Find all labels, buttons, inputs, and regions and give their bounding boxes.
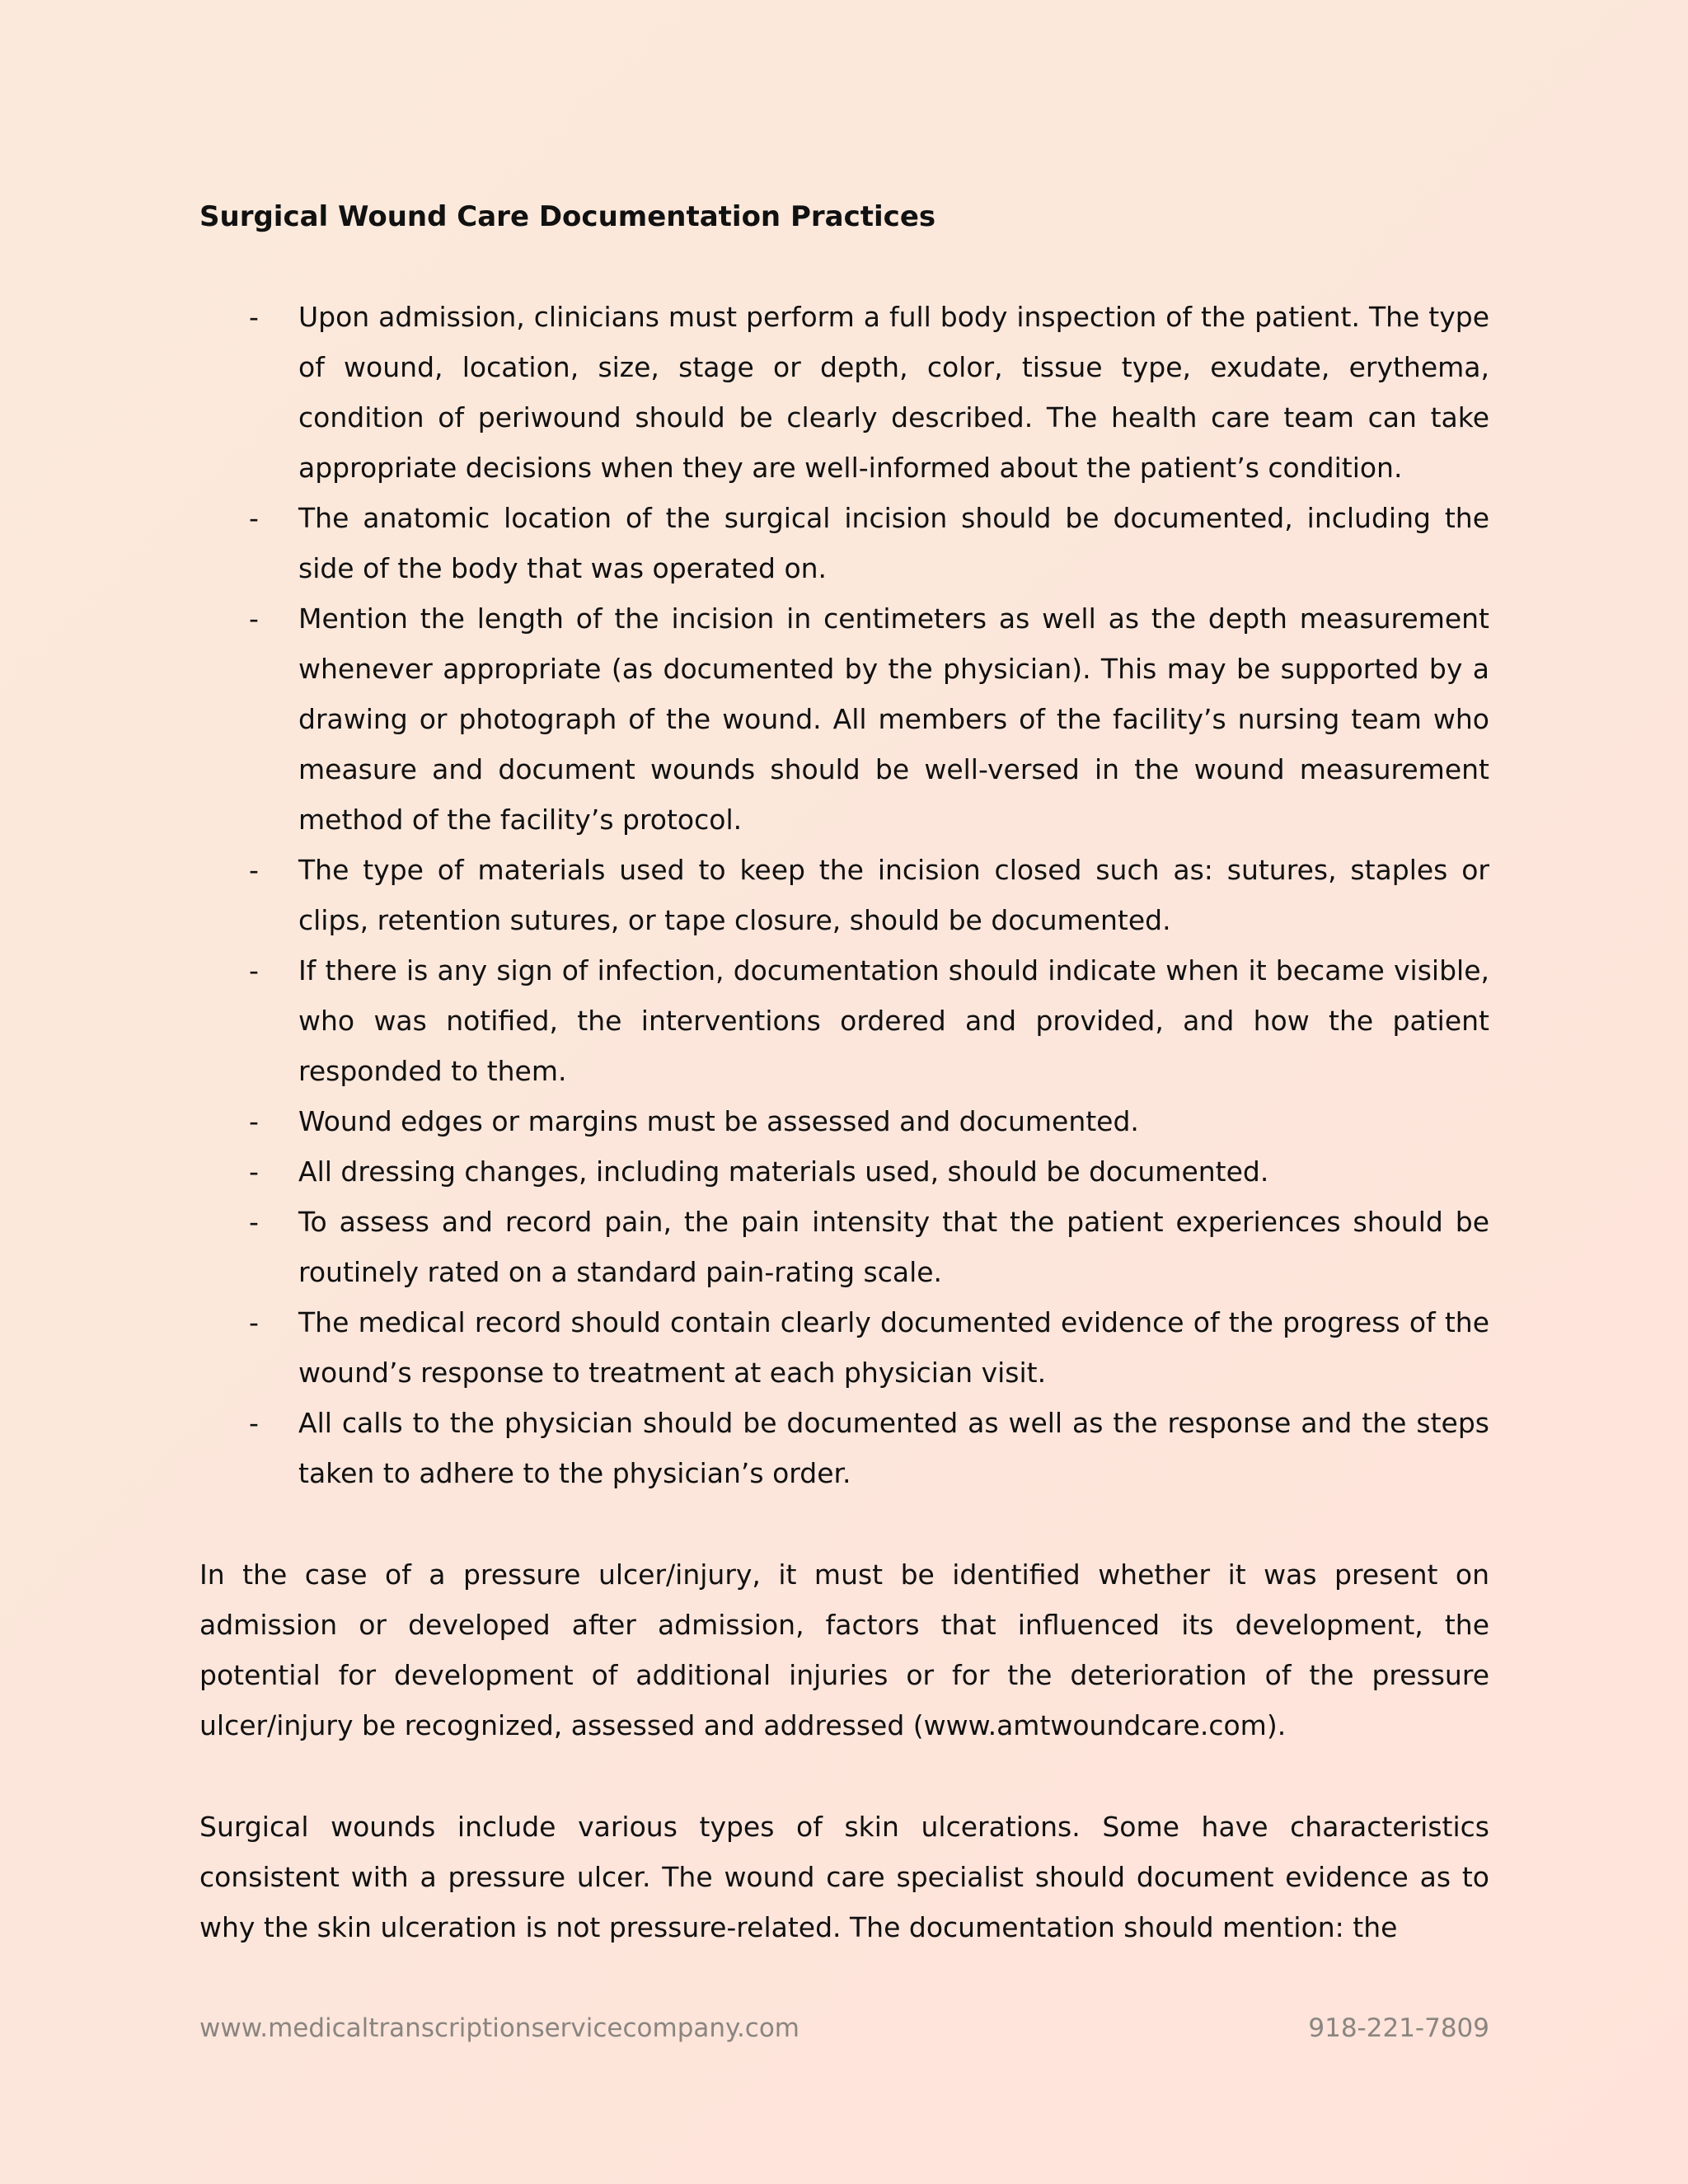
bullet-text: All calls to the physician should be documented as well as the response and the steps taken to adhere to the physician’s order. <box>298 1407 1489 1489</box>
body-paragraph-surgical-wounds: Surgical wounds include various types of skin ulcerations. Some have characteristics consistent with a pressure ulcer. The wound care specialist should document evidence as to why the skin ulceration is not pressure-related. The documentation should mention: the <box>199 1811 1489 1943</box>
bullet-marker: - <box>249 1155 259 1188</box>
bullet-text: The type of materials used to keep the incision closed such as: sutures, staples or clips, retention sutures, or tape closure, should be documented. <box>298 854 1489 936</box>
bullet-marker: - <box>249 854 259 886</box>
bullet-text: If there is any sign of infection, documentation should indicate when it became visible, who was notified, the interventions ordered and provided, and how the patient responded to them. <box>298 954 1489 1087</box>
bullet-marker: - <box>249 1206 259 1238</box>
bullet-item <box>199 493 1489 593</box>
bullet-marker: - <box>249 502 259 534</box>
bullet-marker: - <box>249 954 259 987</box>
bullet-marker: - <box>249 1306 259 1338</box>
bullet-item <box>199 1297 1489 1398</box>
bullet-item <box>199 845 1489 945</box>
bullet-marker: - <box>249 301 259 333</box>
document-page <box>199 0 1489 2184</box>
bullet-item <box>199 945 1489 1096</box>
bullet-item <box>199 1197 1489 1297</box>
bullet-text: The anatomic location of the surgical incision should be documented, including the side of the body that was operated on. <box>298 502 1489 584</box>
bullet-text: The medical record should contain clearly documented evidence of the progress of the wound’s response to treatment at each physician visit. <box>298 1306 1489 1389</box>
bullet-item <box>199 292 1489 493</box>
bullet-text: Mention the length of the incision in centimeters as well as the depth measurement whenever appropriate (as documented by the physician). This may be supported by a drawing or photograph of the wound. All members of the facility’s nursing team who measure and document wounds should be well-versed in the wound measurement method of the facility’s protocol. <box>298 602 1489 836</box>
bullet-item <box>199 1398 1489 1498</box>
bullet-text: Upon admission, clinicians must perform a full body inspection of the patient. The type of wound, location, size, stage or depth, color, tissue type, exudate, erythema, condition of periwound should be clearly described. The health care team can take appropriate decisions when they are well-informed about the patient’s condition. <box>298 301 1489 484</box>
bullet-text: To assess and record pain, the pain intensity that the patient experiences should be routinely rated on a standard pain-rating scale. <box>298 1206 1489 1288</box>
page-footer <box>199 2008 1489 2049</box>
footer-website: www.medicaltranscriptionservicecompany.com <box>199 2013 800 2043</box>
bullet-item <box>199 593 1489 845</box>
document-title: Surgical Wound Care Documentation Practices <box>199 200 936 233</box>
body-paragraph-pressure-ulcer: In the case of a pressure ulcer/injury, it must be identified whether it was present on admission or developed after admission, factors that influenced its development, the potential for development of additional injuries or for the deterioration of the pressure ulcer/injury be recognized, assessed and addressed (www.amtwoundcare.com). <box>199 1558 1489 1741</box>
bullet-marker: - <box>249 1105 259 1137</box>
bullet-text: Wound edges or margins must be assessed and documented. <box>298 1105 1139 1137</box>
bullet-item <box>199 1096 1489 1146</box>
bullet-item <box>199 1146 1489 1197</box>
bullet-list <box>199 292 1489 1498</box>
bullet-text: All dressing changes, including materials used, should be documented. <box>298 1155 1269 1188</box>
bullet-marker: - <box>249 1407 259 1439</box>
footer-phone: 918-221-7809 <box>1308 2013 1489 2043</box>
bullet-marker: - <box>249 602 259 635</box>
